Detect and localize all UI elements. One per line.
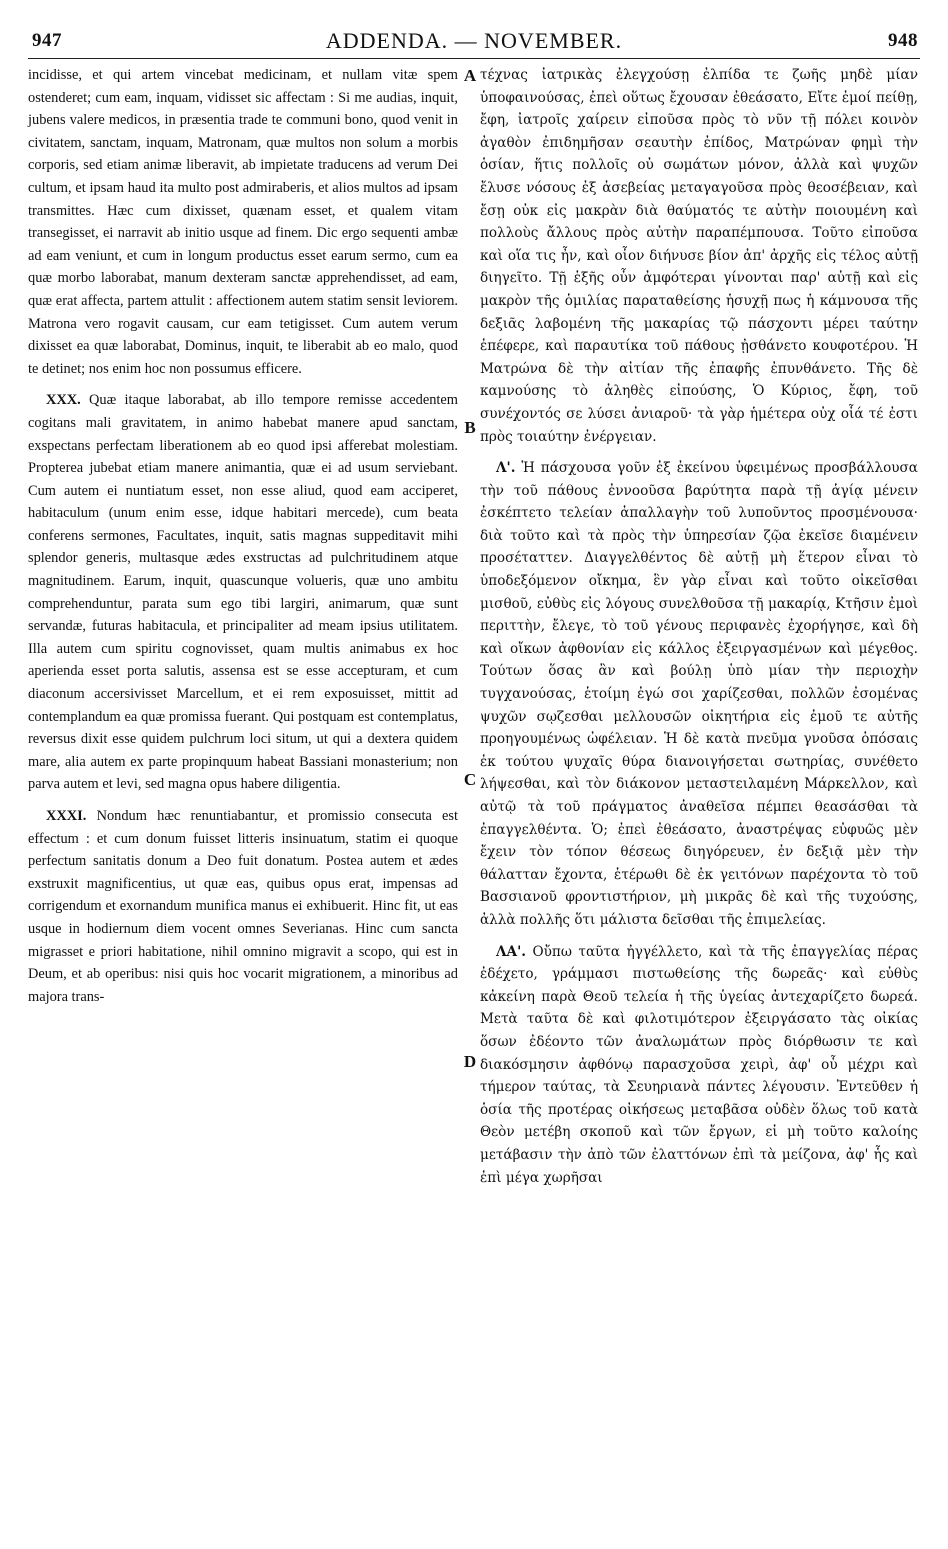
margin-letter-a: A bbox=[463, 66, 477, 85]
latin-paragraph-3 bbox=[28, 805, 458, 1008]
latin-section-number: XXX. bbox=[46, 392, 81, 409]
margin-letter-b: B bbox=[464, 418, 476, 437]
running-title: ADDENDA. — NOVEMBER. bbox=[325, 28, 623, 53]
latin-paragraph-2 bbox=[28, 389, 458, 796]
greek-paragraph-3 bbox=[480, 941, 918, 1190]
page-number-right: 948 bbox=[888, 30, 918, 51]
greek-paragraph-1: τέχνας ἰατρικὰς ἐλεγχούσῃ ἐλπίδα τε ζωῆς μηδὲ μίαν ὑποφαινούσας, ἐπεὶ οὕτως ἔχουσαν ἐθεάσατο, Εἴτε ἐμοί πείθῃ, ἔφη, ἰατροῖς χαίρειν εἰποῦσα πρὸς τὸ νῦν τῇ πόλει κοινὸν ἀγαθὸν ἐπιδημῆσαν σεαυτὴν ἐπίδος, Ματρώναν φημὶ τὴν ὁσίαν, ἥτις πολλοῖς οὐ σωμάτων μόνον, ἀλλὰ καὶ ψυχῶν ἔλυσε νόσους ἐξ ἀσεβείας μεταγαγοῦσα πρὸς θεοσέβειαν, καὶ ἔσῃ οὐκ εἰς μακρὰν διὰ θαύματός τε αὐτὴν ποιουμένη καὶ πολλοὺς ἄλλους πρὸς αὐτὴν παραπέμπουσα. Τοῦτο εἰποῦσα καὶ οἵα τις ἦν, καὶ οἷον διήνυσε βίον ἀπ' ἀρχῆς εἰς τέλος αὐτῇ διηγεῖτο. Τῇ ἑξῆς οὖν ἀμφότεραι γίνονται παρ' αὐτῇ καὶ εἰς μακρὸν τῆς ὁμιλίας παραταθείσης ἡσυχῇ πως ἡ κάμνουσα τῆς δεξιᾶς λαβομένη τῆς μακαρίας τῷ πάσχοντι μέρει ταύτην ἐπέφερε, καὶ παραυτίκα τοῦ πάθους ᾐσθάνετο κουφοτέρου. Ἡ Ματρώνα δὲ τὴν αἰτίαν τῆς ἐπαφῆς ἐπυνθάνετο. Τῆς δὲ καμνούσης τὸ ἀληθὲς εἰπούσης, Ὁ Κύριος, ἔφη, τοῦ συνέχοντός σε λύσει ἀνιαροῦ· τὰ γὰρ ἡμέτερα οὐχ οἷά τέ ἐστι πρὸς τοιαύτην ἐνέργειαν. bbox=[480, 67, 918, 445]
greek-paragraph-2 bbox=[480, 457, 918, 931]
greek-paragraph-text: Ἡ πάσχουσα γοῦν ἐξ ἐκείνου ὑφειμένως προσβάλλουσα τὴν τοῦ πάθους ἐννοοῦσα βαρύτητα παρὰ τῇ ἁγίᾳ μένειν ἐσκέπτετο τελείαν ἀπαλλαγὴν τοῦ λυποῦντος προσμένουσα· διὰ τοῦτο καὶ τὰ πρὸς τὴν ὑπηρεσίαν ζῷα ἐκεῖσε διαμένειν προσέταττεν. Διαγγελθέντος δὲ αὐτῇ μὴ ἕτερον εἶναι τὸ ὑποδεξόμενον οἴκημα, ἓν γὰρ εἶναι καὶ τοῦτο οἰκεῖσθαι μισθοῦ, εὐθὺς εἰς λόγους συνελθοῦσα τῇ μακαρίᾳ, Κτῆσιν ἐμοὶ περιττὴν, ἔλεγε, τὸ τοῦ γένους περιφανὲς ἐχορήγησε, καὶ δὴ καὶ οἴκων ἀφθονίαν εἰς κάλλος ἐξειργασμένων καὶ μέγεθος. Τούτων ὅσας ἂν καὶ βούλῃ ὑπὸ μίαν τὴν περιοχὴν τυγχανούσας, ἑτοίμη ἐγώ σοι χαρίζεσθαι, πολλῶν ἐσομένας ψυχῶν σῳζεσθαι μελλουσῶν οἰκητήρια εἰς ἐμοῦ τε αὐτῆς προηγουμένως ὠφέλειαν. Ἡ δὲ κατὰ πνεῦμα γνοῦσα ὁπόσαις ἐκ τούτου ψυχαῖς θύρα διανοιγήσεται σωτηρίας, συνέθετο λήψεσθαι, καὶ τὸν διάκονον μεταστειλαμένη Μάρκελλον, καὶ αὐτῷ τὰ τοῦ πράγματος ἀναθεῖσα πέμπει θεασάσθαι τὰ ἐπαγγελθέντα. Ὁ; ἐπεὶ ἐθεάσατο, ἀναστρέψας εὐφυῶς μὲν ἔχειν τὸν τόπον θέσεως διηγόρευεν, ἐν δεξιᾷ μὲν τὴν θάλατταν ἔχοντα, ἑτέρωθι δὲ ἐκ γειτόνων παρέχοντα τὸ τοῦ Βασσιανοῦ φροντιστήριον, μὴ μικρᾶς δὲ καὶ τῆς τυχούσης, ἀλλὰ πολλῆς ὅτι μάλιστα δεῖσθαι τῆς ἐπιμελείας. bbox=[480, 460, 918, 928]
margin-letter-d: D bbox=[463, 1052, 477, 1071]
greek-column bbox=[480, 64, 918, 1189]
greek-section-number: ΛΑ'. bbox=[496, 943, 526, 960]
greek-paragraph-text: Οὔπω ταῦτα ἠγγέλλετο, καὶ τὰ τῆς ἐπαγγελίας πέρας ἐδέχετο, γράμμασι πιστωθείσης τῆς δωρεᾶς· καὶ εὐθὺς κἀκείνη παρὰ Θεοῦ τελεία ἡ τῆς ὑγείας ἀντεχαρίζετο δωρεά. Μετὰ ταῦτα δὲ καὶ φιλοτιμότερον ἐξειργάσατο τὰς οἰκίας ὅσων ἐδέοντο τῶν ἀναλωμάτων πρὸς διόρθωσιν τε καὶ διακόσμησιν ἀφθόνῳ παρασχοῦσα χειρὶ, ἀφ' οὗ μέχρι καὶ τήμερον ταύτας, τὰ Σευηριανὰ πάντες λέγουσιν. Ἐντεῦθεν ἡ ὁσία τῆς προτέρας οἰκήσεως μεταβᾶσα οὐδὲν ὅλως τοῦ κατὰ Θεὸν μετέβη σκοποῦ καὶ τῶν ἔργων, εἰ μὴ τοῦτο καλοίης μετάβασιν τὴν ἀπὸ τῶν ἐλαττόνων ἐπὶ τὰ μείζονα, ἀφ' ἧς καὶ ἐπὶ μέγα χωρῆσαι bbox=[480, 943, 918, 1186]
margin-letter-c: C bbox=[463, 770, 477, 789]
header-rule bbox=[28, 58, 920, 59]
latin-column bbox=[28, 64, 458, 1008]
greek-section-number: Λ'. bbox=[496, 460, 516, 477]
page-header bbox=[28, 26, 920, 54]
latin-section-number: XXXI. bbox=[46, 808, 87, 824]
page-number-left: 947 bbox=[32, 30, 62, 51]
latin-paragraph-1: incidisse, et qui artem vincebat medicinam, et nullam vitæ spem ostenderet; cum eam, inquam, vidisset sic affectam : Si me audias, inquit, jubens valere medicos, in præsentia trade te communi bono, quod venit in civitatem, sanctam, inquam, Matronam, quæ multos non solum a morbis corporis, sed etiam animæ liberavit, ab impietate traducens ad verum Dei cultum, et ipsam haud ita multo post admiraberis, et alios multos ad ipsam transmittes. Hæc cum dixisset, quænam esset, et qualem vitam transegisset, ei narravit ab initio usque ad finem. Dic ergo sequenti ambæ ad eam veniunt, et cum in longum productus esset earum sermo, cum ea quæ morbo laborabat, manum dexteram sanctæ apprehendisset, ad eam, quæ erat affecta, partem attulit : affectionem autem statim sensit leviorem. Matrona vero rogavit causam, cur eam tetigisset. Cum autem verum dixisset ea quæ laborabat, Dominus, inquit, te liberabit ab eo malo, quod te detinet; nos enim hoc non possumus efficere. bbox=[28, 67, 458, 377]
latin-paragraph-text: Nondum hæc renuntiabantur, et promissio consecuta est effectum : et cum donum fuisset litteris insinuatum, statim ei quoque perfectum sanitatis donum a Deo fuit donatum. Postea autem et ædes exstruxit magnificentius, ut quæ eas, quibus opus erat, impensas ad corrigendum et exornandum munifica manus ei exhibuerit. Hinc fit, ut eas usque in hodiernum diem vocent omnes Severianas. Hinc cum sancta migrasset e priori habitatione, nihil omnino migravit a scopo, qui est in Deum, et ab operibus: nisi quis hoc vocarit migrationem, a minoribus ad majora trans- bbox=[28, 808, 458, 1005]
latin-paragraph-text: Quæ itaque laborabat, ab illo tempore remisse accedentem cogitans mali gravitatem, in animo habebat manere apud sanctam, exspectans perfectam liberationem ab eo quod ipsi afferebat molestiam. Propterea jubebat etiam manere animantia, quæ ei ad usum serviebant. Cum autem ei nuntiatum esset, non esse aliud, quod eam acciperet, habitaculum (unum enim esse, idque habitari mercede), cum beata conferens sermones, Facultates, inquit, satis magnas suppeditavit mihi splendor generis, multasque ædes exstructas ad pulchritudinem atque magnitudinem. Earum, inquit, quascunque volueris, quæ uno ambitu comprehenduntur, parata sum ego tibi largiri, animarum, quæ sunt servandæ, futuras habitacula, et principaliter ad meam ipsius utilitatem. Illa autem cum spiritu cognovisset, quam multis animabus ex hoc aperienda esset porta salutis, assensa est se esse accepturam, et cum diaconum accersivisset Marcellum, et ei rem exposuisset, mittit ad contemplandum ea quæ promissa fuerant. Qui postquam est contemplatus, reversus dixit esse quidem pulchrum loci situm, ut qui a dextera quidem mare, alia autem ex parte propinquum habeat Bassiani monasterium; non parva autem et levi, sed magna opus habere diligentia. bbox=[28, 392, 458, 793]
